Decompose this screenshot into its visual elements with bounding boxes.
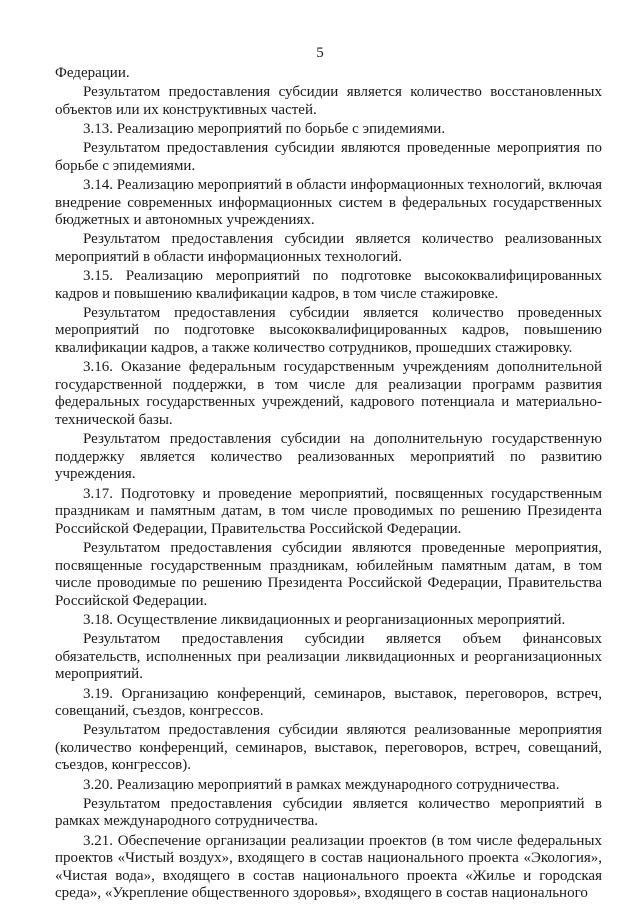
page-number: 5 [316,45,324,61]
paragraph: Результатом предоставления субсидии является количество мероприятий в рамках международного сотрудничества. [55,795,602,830]
paragraph: Результатом предоставления субсидии является объем финансовых обязательств, исполненных при реализации ликвидационных и реорганизационных мероприятий. [55,631,602,683]
paragraph: Результатом предоставления субсидии являются проведенные мероприятия, посвященные государственным праздникам, юбилейным памятным датам, в том числе проводимые по решению Президента Российской Федерации, Правительства Российской Федерации. [55,539,602,609]
paragraph: 3.21. Обеспечение организации реализации проектов (в том числе федеральных проектов «Чистый воздух», входящего в состав национального проекта «Экология», «Чистая вода», входящего в состав национального проекта «Жилье и городская среда», «Укрепление общественного здоровья», входящего в состав национального [55,832,602,902]
paragraph: Результатом предоставления субсидии на дополнительную государственную поддержку является количество реализованных мероприятий по развитию учреждения. [55,431,602,483]
paragraph: 3.15. Реализацию мероприятий по подготовке высококвалифицированных кадров и повышению квалификации кадров, в том числе стажировке. [55,268,602,302]
paragraph: 3.13. Реализацию мероприятий по борьбе с эпидемиями. [83,120,446,137]
paragraph: 3.17. Подготовку и проведение мероприятий, посвященных государственным праздникам и памятным датам, в том числе проводимых по решению Президента Российской Федерации, Правительства Российской Федерации. [55,485,602,537]
paragraph: 3.16. Оказание федеральным государственным учреждениям дополнительной государственной поддержки, в том числе для реализации программ развития федеральных государственных учреждений, кадрового потенциала и материально-технической базы. [55,359,602,429]
paragraph: Результатом предоставления субсидии являются реализованные мероприятия (количество конференций, семинаров, выставок, переговоров, встреч, совещаний, съездов, конгрессов). [55,722,602,774]
paragraph: 3.18. Осуществление ликвидационных и реорганизационных мероприятий. [83,611,566,628]
paragraph: Результатом предоставления субсидии являются проведенные мероприятия по борьбе с эпидемиями. [55,140,602,174]
document-body [55,65,602,905]
paragraph: 3.19. Организацию конференций, семинаров, выставок, переговоров, встреч, совещаний, съездов, конгрессов. [55,685,602,720]
paragraph: Результатом предоставления субсидии является количество восстановленных объектов или их конструктивных частей. [55,84,602,118]
paragraph: Федерации. [55,65,130,81]
paragraph: 3.20. Реализацию мероприятий в рамках международного сотрудничества. [83,776,560,793]
paragraph: Результатом предоставления субсидии является количество реализованных мероприятий в области информационных технологий. [55,231,602,265]
paragraph: 3.14. Реализацию мероприятий в области информационных технологий, включая внедрение современных информационных систем в федеральных государственных бюджетных и автономных учреждениях. [55,176,602,229]
paragraph: Результатом предоставления субсидии является количество проведенных мероприятий по подготовке высококвалифицированных кадров, повышению квалификации кадров, а также количество сотрудников, прошедших стажировку. [55,304,602,357]
